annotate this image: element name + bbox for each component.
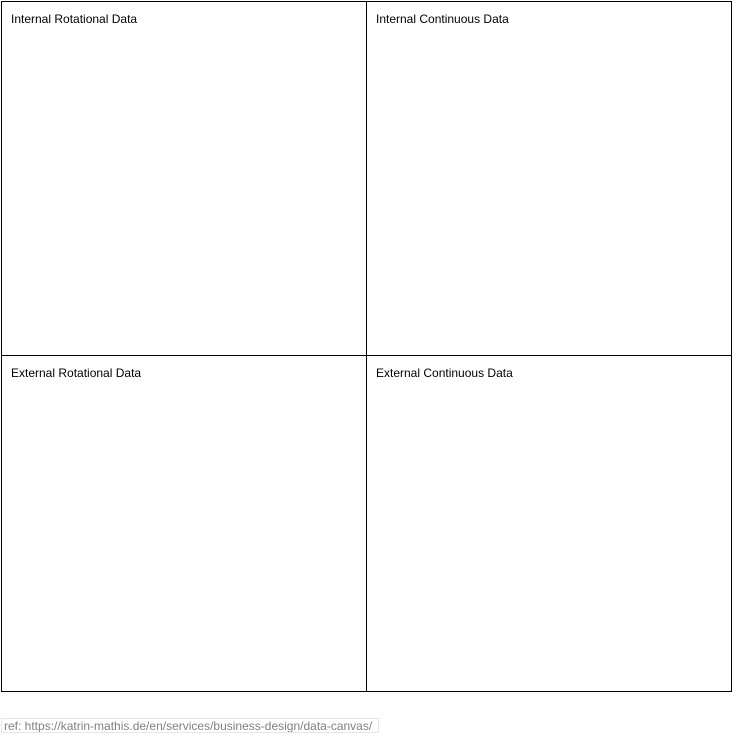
quadrant-external-continuous bbox=[367, 356, 731, 691]
data-canvas-grid bbox=[1, 1, 732, 692]
quadrant-label-internal-continuous: Internal Continuous Data bbox=[376, 12, 509, 26]
quadrant-external-rotational bbox=[2, 356, 367, 691]
quadrant-internal-rotational bbox=[2, 2, 367, 356]
quadrant-label-external-continuous: External Continuous Data bbox=[376, 366, 513, 380]
reference-note[interactable]: ref: https://katrin-mathis.de/en/services/business-design/data-canvas/ bbox=[1, 718, 379, 733]
quadrant-label-internal-rotational: Internal Rotational Data bbox=[11, 12, 138, 26]
quadrant-label-external-rotational: External Rotational Data bbox=[11, 366, 142, 380]
quadrant-internal-continuous bbox=[367, 2, 731, 356]
